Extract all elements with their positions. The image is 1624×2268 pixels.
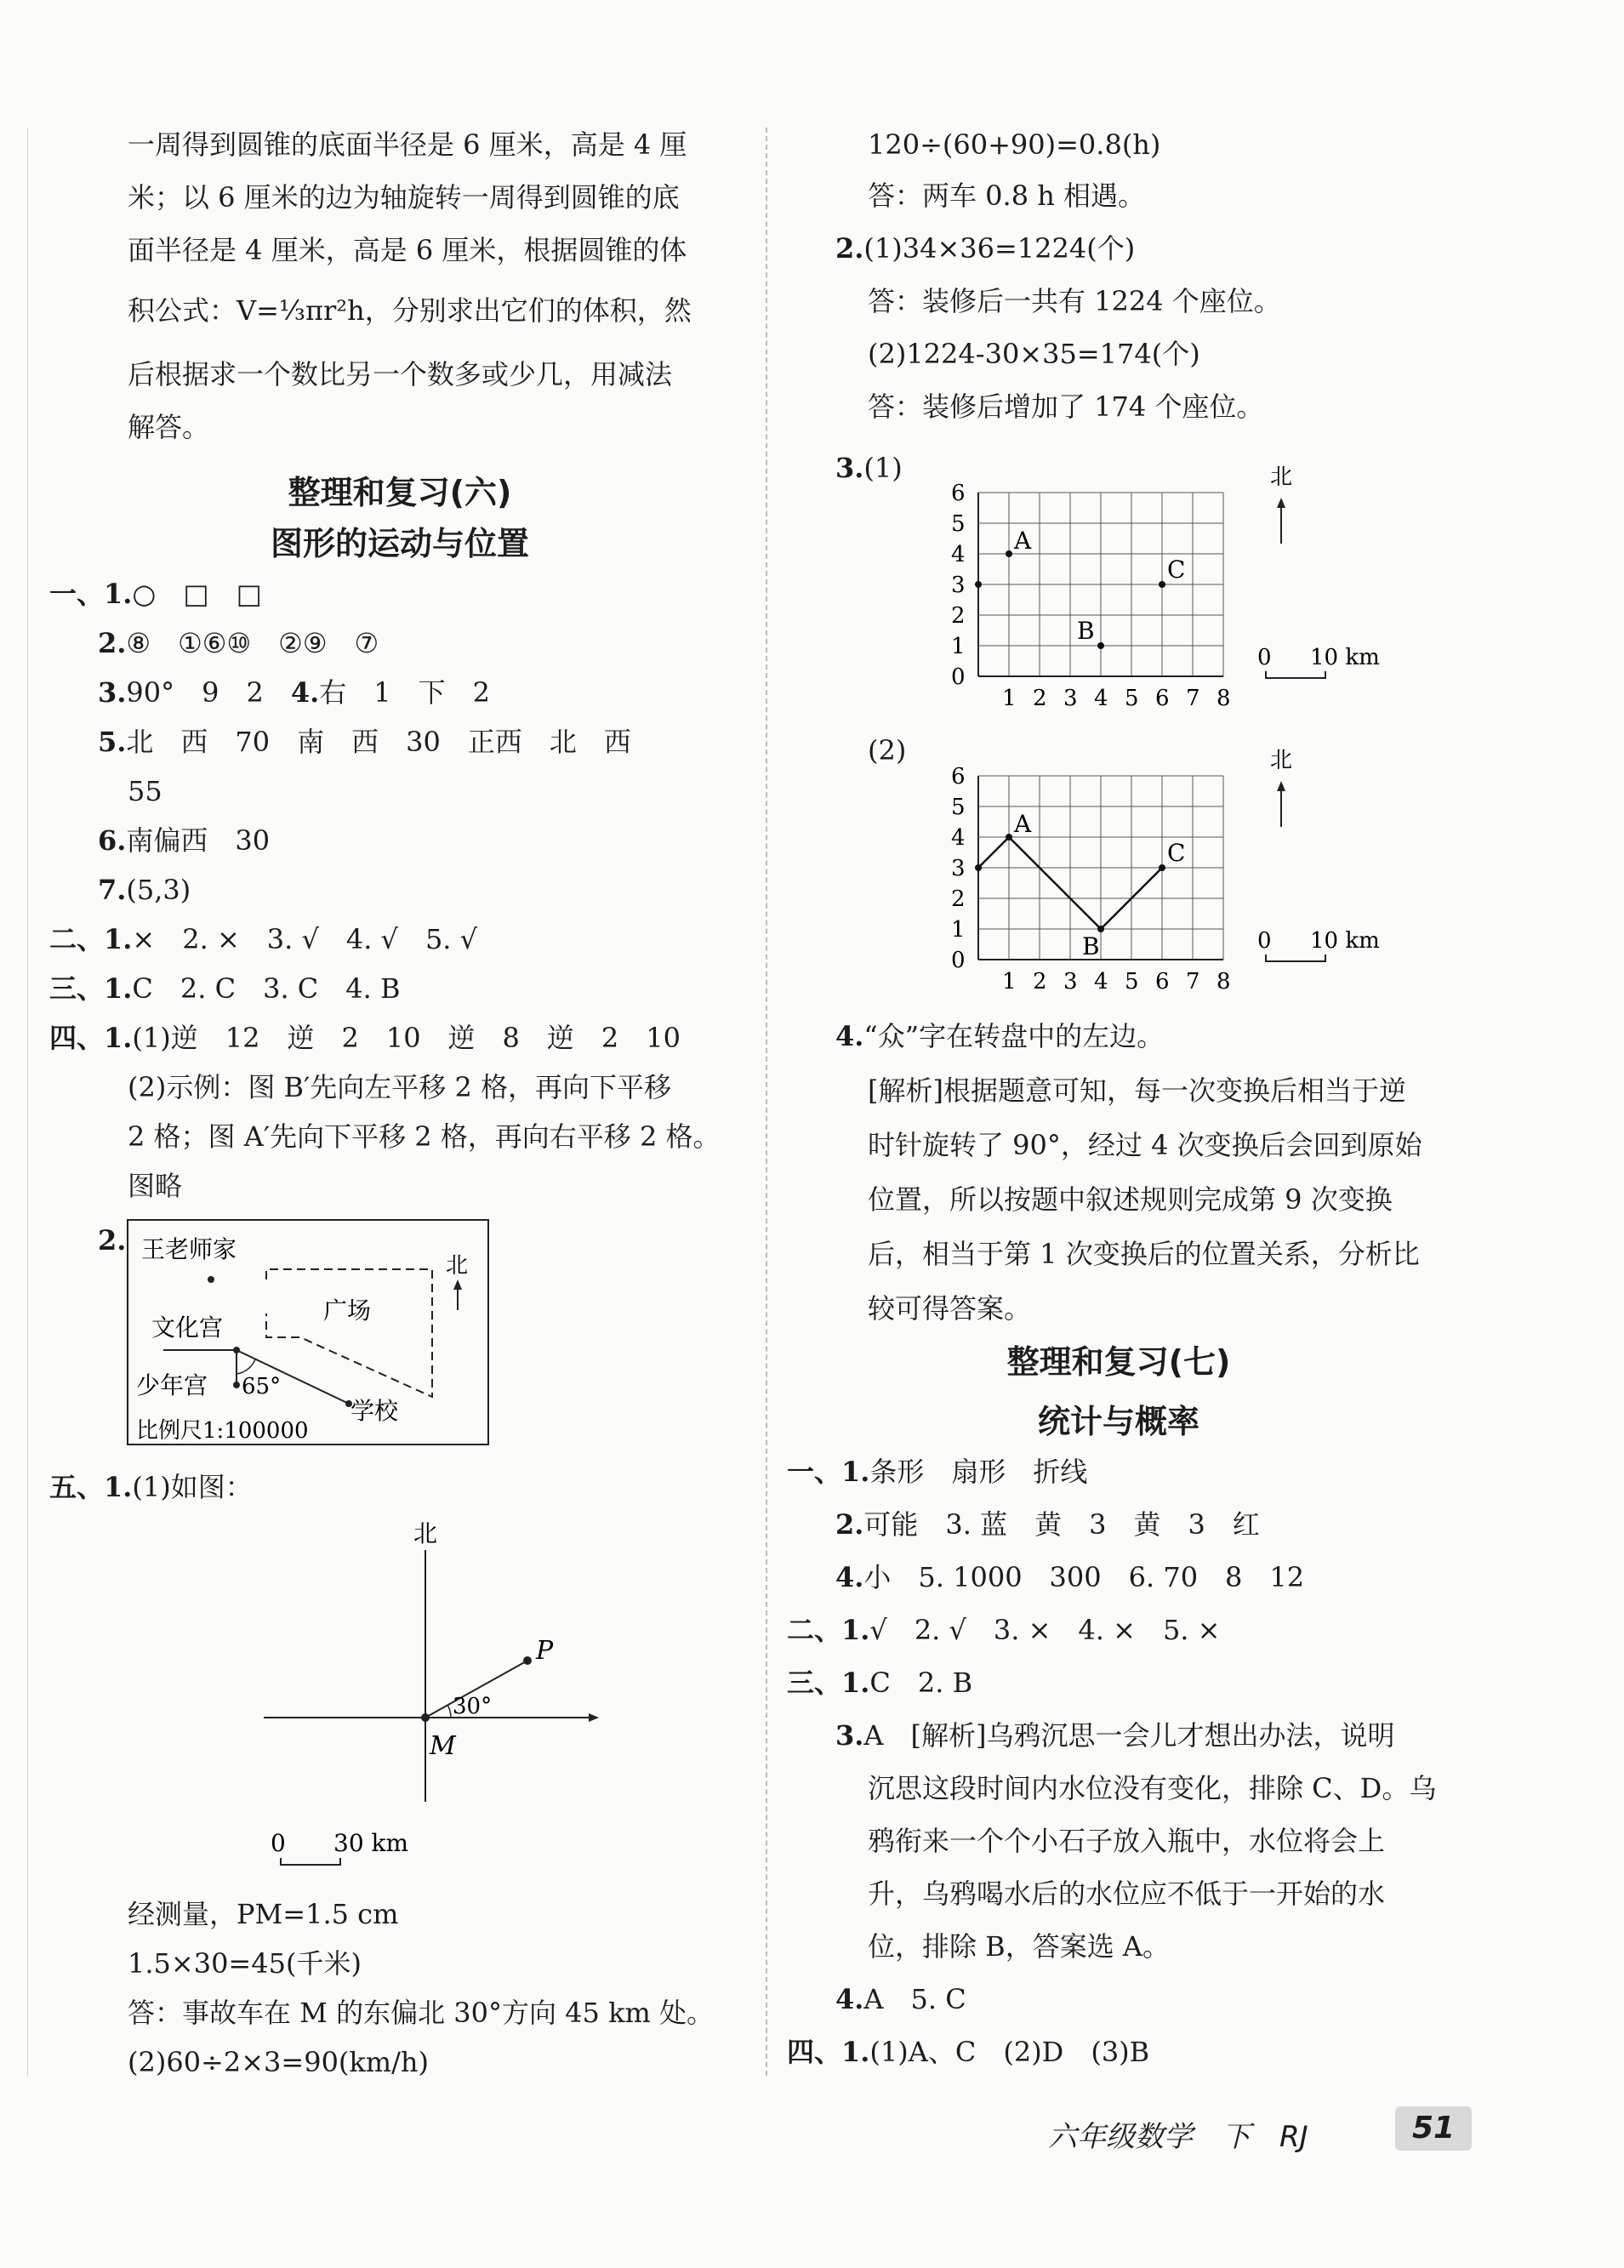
angle-arc	[236, 1359, 255, 1374]
north-arrow-head	[1277, 498, 1285, 508]
x-tick-label: 2	[1033, 686, 1047, 711]
answer-line: 二、1.× 2. × 3. √ 4. √ 5. √	[49, 923, 478, 955]
point-p	[523, 1656, 532, 1665]
left-text-line: 米；以 6 厘米的边为轴旋转一周得到圆锥的底	[128, 181, 680, 214]
answer-line: 四、1.(1)逆 12 逆 2 10 逆 8 逆 2 10	[49, 1022, 681, 1054]
label-angle: 30°	[453, 1694, 493, 1719]
answer-line: 5.北 西 70 南 西 30 正西 北 西	[98, 726, 631, 758]
answer-line: 五、1.(1)如图：	[49, 1471, 253, 1503]
left-text-line: 一周得到圆锥的底面半径是 6 厘米，高是 4 厘	[128, 128, 687, 161]
y-tick-label: 1	[951, 634, 966, 659]
y-tick-label: 6	[951, 764, 966, 789]
answer-line: (2)示例：图 B′先向左平移 2 格，再向下平移	[128, 1071, 671, 1103]
answer-line: 7.(5,3)	[98, 874, 191, 906]
answer-line: 一、1.○ □ □	[49, 578, 262, 610]
map-label-school: 学校	[350, 1397, 399, 1425]
coordinate-grid-2	[902, 747, 1455, 1002]
y-tick-label: 2	[951, 603, 966, 629]
x-tick-label: 5	[1125, 969, 1139, 994]
square-boundary	[266, 1269, 432, 1397]
y-tick-label: 4	[951, 542, 966, 567]
answer-line: 2.(1)34×36=1224(个)	[835, 232, 1136, 265]
page-number: 51	[1395, 2106, 1472, 2151]
map-label-home: 王老师家	[141, 1235, 237, 1263]
y-tick-label: 0	[951, 948, 966, 973]
x-tick-label: 2	[1033, 969, 1047, 994]
grid-point	[1159, 864, 1165, 871]
coordinate-grid-1	[902, 464, 1455, 719]
y-tick-label: 4	[951, 825, 966, 851]
y-tick-label: 3	[951, 573, 966, 598]
y-tick-label: 0	[951, 664, 966, 690]
map-label-palace: 文化宫	[151, 1314, 224, 1342]
answer-line: 答：装修后增加了 174 个座位。	[868, 390, 1264, 423]
x-tick-label: 6	[1155, 686, 1170, 711]
x-tick-label: 4	[1094, 969, 1108, 994]
label-m: M	[430, 1731, 456, 1761]
section-heading: 整理和复习(六)	[288, 474, 512, 511]
map-label-square: 广场	[323, 1296, 372, 1325]
analysis-line: 位，排除 B，答案选 A。	[868, 1930, 1170, 1963]
x-tick-label: 7	[1186, 969, 1200, 994]
answer-line: 图略	[128, 1170, 183, 1202]
answer-line: 四、1.(1)A、C (2)D (3)B	[787, 2036, 1150, 2068]
x-tick-label: 8	[1217, 969, 1231, 994]
left-margin-rule	[27, 128, 28, 2076]
y-tick-label: 6	[951, 481, 966, 506]
north-label: 北	[1270, 464, 1293, 490]
answer-line: 4.“众”字在转盘中的左边。	[835, 1020, 1165, 1052]
angle-arc	[447, 1705, 451, 1718]
home-dot	[208, 1276, 214, 1283]
north-arrow-head	[453, 1279, 462, 1290]
y-tick-label: 1	[951, 917, 966, 943]
x-tick-label: 1	[1002, 969, 1017, 994]
north-label: 北	[1270, 748, 1293, 773]
north-arrow-head	[1277, 781, 1285, 791]
scale-value: 30 km	[333, 1829, 409, 1857]
map-scale: 比例尺1:100000	[136, 1418, 309, 1444]
point-label-b: B	[1077, 617, 1095, 645]
map-label-north: 北	[446, 1253, 469, 1279]
answer-line: 3.90° 9 2 4.右 1 下 2	[98, 676, 490, 709]
x-tick-label: 1	[1002, 686, 1017, 711]
grid-point	[975, 864, 982, 871]
question-number: 2.	[98, 1224, 127, 1257]
answer-line: 二、1.√ 2. √ 3. × 4. × 5. ×	[787, 1614, 1221, 1646]
scale-zero: 0	[271, 1829, 286, 1857]
grid-point	[975, 581, 982, 588]
answer-line: 2 格；图 A′先向下平移 2 格，再向右平移 2 格。	[128, 1120, 721, 1153]
east-arrow-head	[589, 1713, 599, 1722]
scale-bar	[1266, 954, 1325, 961]
answer-line: 1.5×30=45(千米)	[128, 1947, 362, 1980]
scale-value: 10 km	[1310, 645, 1380, 670]
y-tick-label: 5	[951, 511, 966, 537]
y-tick-label: 3	[951, 856, 966, 881]
analysis-line: 时针旋转了 90°，经过 4 次变换后会回到原始	[868, 1129, 1422, 1161]
point-label-a: A	[1014, 527, 1032, 555]
section-subheading: 图形的运动与位置	[270, 525, 529, 562]
answer-line: 3.A [解析]乌鸦沉思一会儿才想出办法，说明	[835, 1719, 1395, 1752]
point-label-c: C	[1167, 556, 1186, 584]
analysis-line: 后，相当于第 1 次变换后的位置关系，分析比	[868, 1238, 1420, 1270]
footer-grade-label: 六年级数学 下 RJ	[1048, 2120, 1308, 2154]
fig-north-label: 北	[413, 1519, 438, 1547]
grid-point	[1006, 550, 1012, 557]
x-tick-label: 7	[1186, 686, 1200, 711]
answer-line: 2.可能 3. 蓝 黄 3 黄 3 红	[835, 1508, 1260, 1541]
map-label-youth: 少年宫	[136, 1371, 208, 1399]
grid-point	[1159, 581, 1165, 588]
section-subheading: 统计与概率	[1037, 1403, 1199, 1440]
direction-figure	[255, 1513, 613, 1870]
analysis-line: 较可得答案。	[868, 1292, 1032, 1325]
grid-point	[1097, 642, 1104, 649]
answer-line: 3.(1)	[835, 452, 903, 484]
answer-line: 120÷(60+90)=0.8(h)	[868, 128, 1161, 161]
answer-line: 答：事故车在 M 的东偏北 30°方向 45 km 处。	[128, 1997, 714, 2029]
x-tick-label: 8	[1217, 686, 1231, 711]
answer-line: 6.南偏西 30	[98, 824, 271, 857]
left-text-line: 积公式：V=⅓πr²h，分别求出它们的体积，然	[128, 294, 692, 327]
answer-line: (2)	[868, 734, 907, 766]
x-tick-label: 5	[1125, 686, 1139, 711]
analysis-line: 升，乌鸦喝水后的水位应不低于一开始的水	[868, 1878, 1386, 1910]
answer-line: 2.⑧ ①⑥⑩ ②⑨ ⑦	[98, 627, 379, 659]
answer-line: 三、1.C 2. B	[787, 1667, 973, 1699]
location-map	[126, 1218, 492, 1448]
analysis-line: 鸦衔来一个个小石子放入瓶中，水位将会上	[868, 1825, 1386, 1857]
scale-zero: 0	[1257, 928, 1272, 954]
point-label-a: A	[1014, 810, 1032, 838]
section-heading: 整理和复习(七)	[1006, 1343, 1231, 1381]
youth-dot	[233, 1382, 240, 1388]
left-text-line: 后根据求一个数比另一个数多或少几，用减法	[128, 358, 673, 390]
scale-bar	[281, 1858, 340, 1865]
point-label-b: B	[1082, 932, 1100, 960]
scale-zero: 0	[1257, 645, 1272, 670]
y-tick-label: 5	[951, 795, 966, 820]
analysis-line: 位置，所以按题中叙述规则完成第 9 次变换	[868, 1183, 1393, 1216]
answer-line: (2)1224-30×35=174(个)	[868, 338, 1200, 370]
analysis-line: [解析]根据题意可知，每一次变换后相当于逆	[868, 1074, 1406, 1107]
answer-line: 经测量，PM=1.5 cm	[128, 1898, 399, 1930]
answer-line: 一、1.条形 扇形 折线	[787, 1456, 1088, 1488]
left-text-line: 面半径是 4 厘米，高是 6 厘米，根据圆锥的体	[128, 234, 687, 266]
grid-point	[1097, 926, 1104, 932]
x-tick-label: 3	[1063, 969, 1078, 994]
scale-bar	[1266, 671, 1325, 678]
x-tick-label: 4	[1094, 686, 1108, 711]
answer-line: 答：两车 0.8 h 相遇。	[868, 180, 1146, 212]
analysis-line: 沉思这段时间内水位没有变化，排除 C、D。乌	[868, 1772, 1437, 1804]
answer-line: 4.小 5. 1000 300 6. 70 8 12	[835, 1561, 1305, 1593]
answer-line: 4.A 5. C	[835, 1983, 966, 2015]
grid-point	[1006, 834, 1012, 841]
answer-line: 答：装修后一共有 1224 个座位。	[868, 285, 1281, 317]
map-label-angle: 65°	[242, 1374, 282, 1399]
x-tick-label: 6	[1155, 969, 1170, 994]
x-tick-label: 3	[1063, 686, 1078, 711]
answer-line: 三、1.C 2. C 3. C 4. B	[49, 972, 401, 1005]
answer-line: (2)60÷2×3=90(km/h)	[128, 2046, 430, 2078]
point-label-c: C	[1167, 839, 1186, 867]
answer-line: 55	[128, 775, 162, 807]
label-p: P	[536, 1636, 554, 1666]
column-divider	[766, 128, 767, 2076]
scale-value: 10 km	[1310, 928, 1380, 954]
left-text-line: 解答。	[128, 411, 210, 443]
y-tick-label: 2	[951, 886, 966, 912]
